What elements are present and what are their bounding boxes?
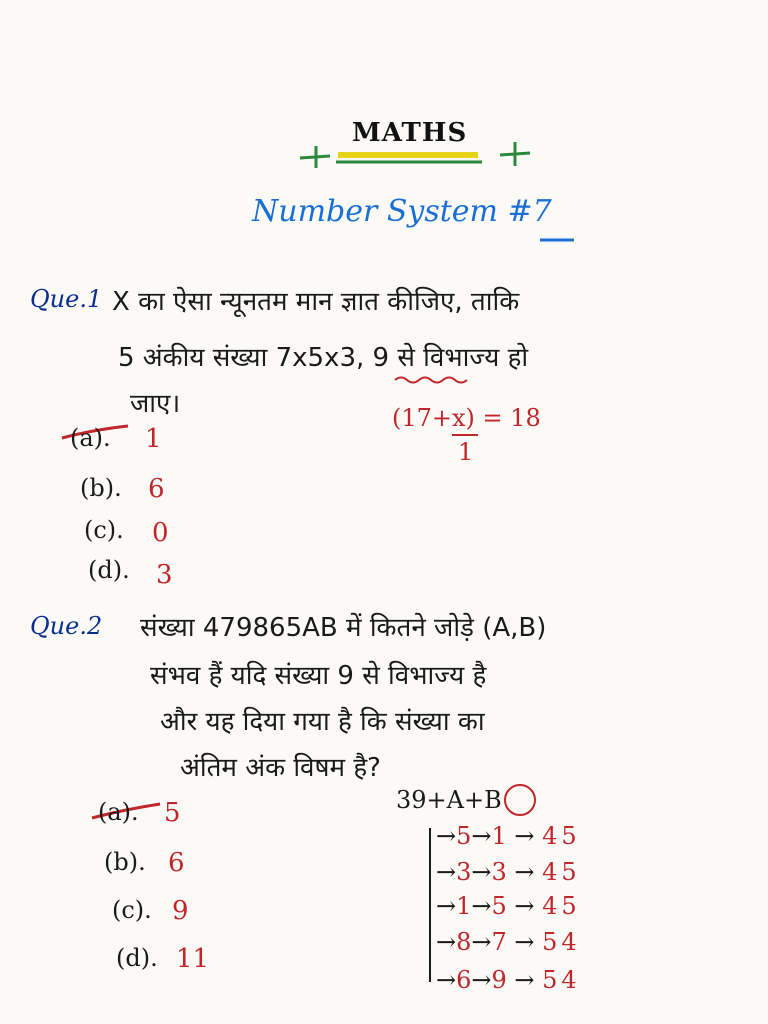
tree-row-b: 1 (491, 822, 507, 850)
question-2-text-line2: संभव हैं यदि संख्या 9 से विभाज्य है (150, 661, 487, 691)
question-2-text-line3: और यह दिया गया है कि संख्या का (160, 707, 485, 737)
question-1-option-a-value: 1 (145, 424, 162, 454)
question-2-option-c-label: (c). (112, 896, 152, 924)
question-1-option-a-label: (a). (70, 424, 111, 452)
sparkle-left-icon (300, 146, 330, 168)
tree-row: →5→1 → 45 (436, 822, 581, 850)
tree-row-b: 5 (491, 892, 507, 920)
tree-row: →6→9 → 54 (436, 966, 581, 994)
tree-row-b: 3 (491, 858, 507, 886)
question-2-option-a-label: (a). (98, 798, 139, 826)
question-1-label: Que.1 (30, 285, 103, 313)
question-1-option-b-value: 6 (148, 474, 165, 504)
question-1-text-line1: X का ऐसा न्यूनतम मान ज्ञात कीजिए, ताकि (112, 287, 520, 317)
tree-row-a: 5 (456, 822, 472, 850)
question-2-option-d-label: (d). (116, 944, 158, 972)
tree-row-sum: 45 (542, 892, 581, 920)
question-2-option-c-value: 9 (172, 896, 189, 926)
tree-row: →1→5 → 45 (436, 892, 581, 920)
question-2-option-a-value: 5 (164, 798, 181, 828)
tree-row-a: 8 (456, 928, 472, 956)
page-title: MATHS (352, 118, 468, 148)
question-1-option-d-value: 3 (156, 560, 173, 590)
question-2-option-d-value: 11 (176, 944, 210, 974)
question-2-text-line1: संख्या 479865AB में कितने जोड़े (A,B) (140, 613, 547, 643)
tree-row-sum: 45 (542, 858, 581, 886)
tree-row-a: 6 (456, 966, 472, 994)
question-1-option-c-value: 0 (152, 518, 169, 548)
circle-b (505, 785, 535, 815)
question-2-option-b-value: 6 (168, 848, 185, 878)
question-2-working-head: 39+A+B (396, 786, 502, 814)
question-1-option-d-label: (d). (88, 556, 130, 584)
tree-row-a: 1 (456, 892, 472, 920)
tree-row-a: 3 (456, 858, 472, 886)
tree-row: →8→7 → 54 (436, 928, 581, 956)
tree-row-sum: 54 (542, 928, 581, 956)
page-subtitle: Number System #7 (252, 194, 552, 229)
question-2-text-line4: अंतिम अंक विषम है? (180, 753, 381, 783)
tree-row: →3→3 → 45 (436, 858, 581, 886)
squiggle-underline (395, 378, 467, 383)
tree-row-sum: 54 (542, 966, 581, 994)
title-underline-yellow (338, 152, 478, 158)
tree-row-sum: 45 (542, 822, 581, 850)
question-2-option-b-label: (b). (104, 848, 146, 876)
question-1-option-c-label: (c). (84, 516, 124, 544)
sparkle-right-icon (500, 142, 530, 166)
question-1-working: (17+x) = 18 (392, 404, 541, 432)
question-1-option-b-label: (b). (80, 474, 122, 502)
question-1-text-line3: जाए। (130, 389, 181, 419)
tree-row-b: 7 (491, 928, 507, 956)
question-1-text-line2: 5 अंकीय संख्या 7x5x3, 9 से विभाज्य हो (118, 343, 529, 373)
question-2-label: Que.2 (30, 612, 103, 640)
tree-row-b: 9 (491, 966, 507, 994)
question-1-working-denominator: 1 (458, 438, 474, 466)
